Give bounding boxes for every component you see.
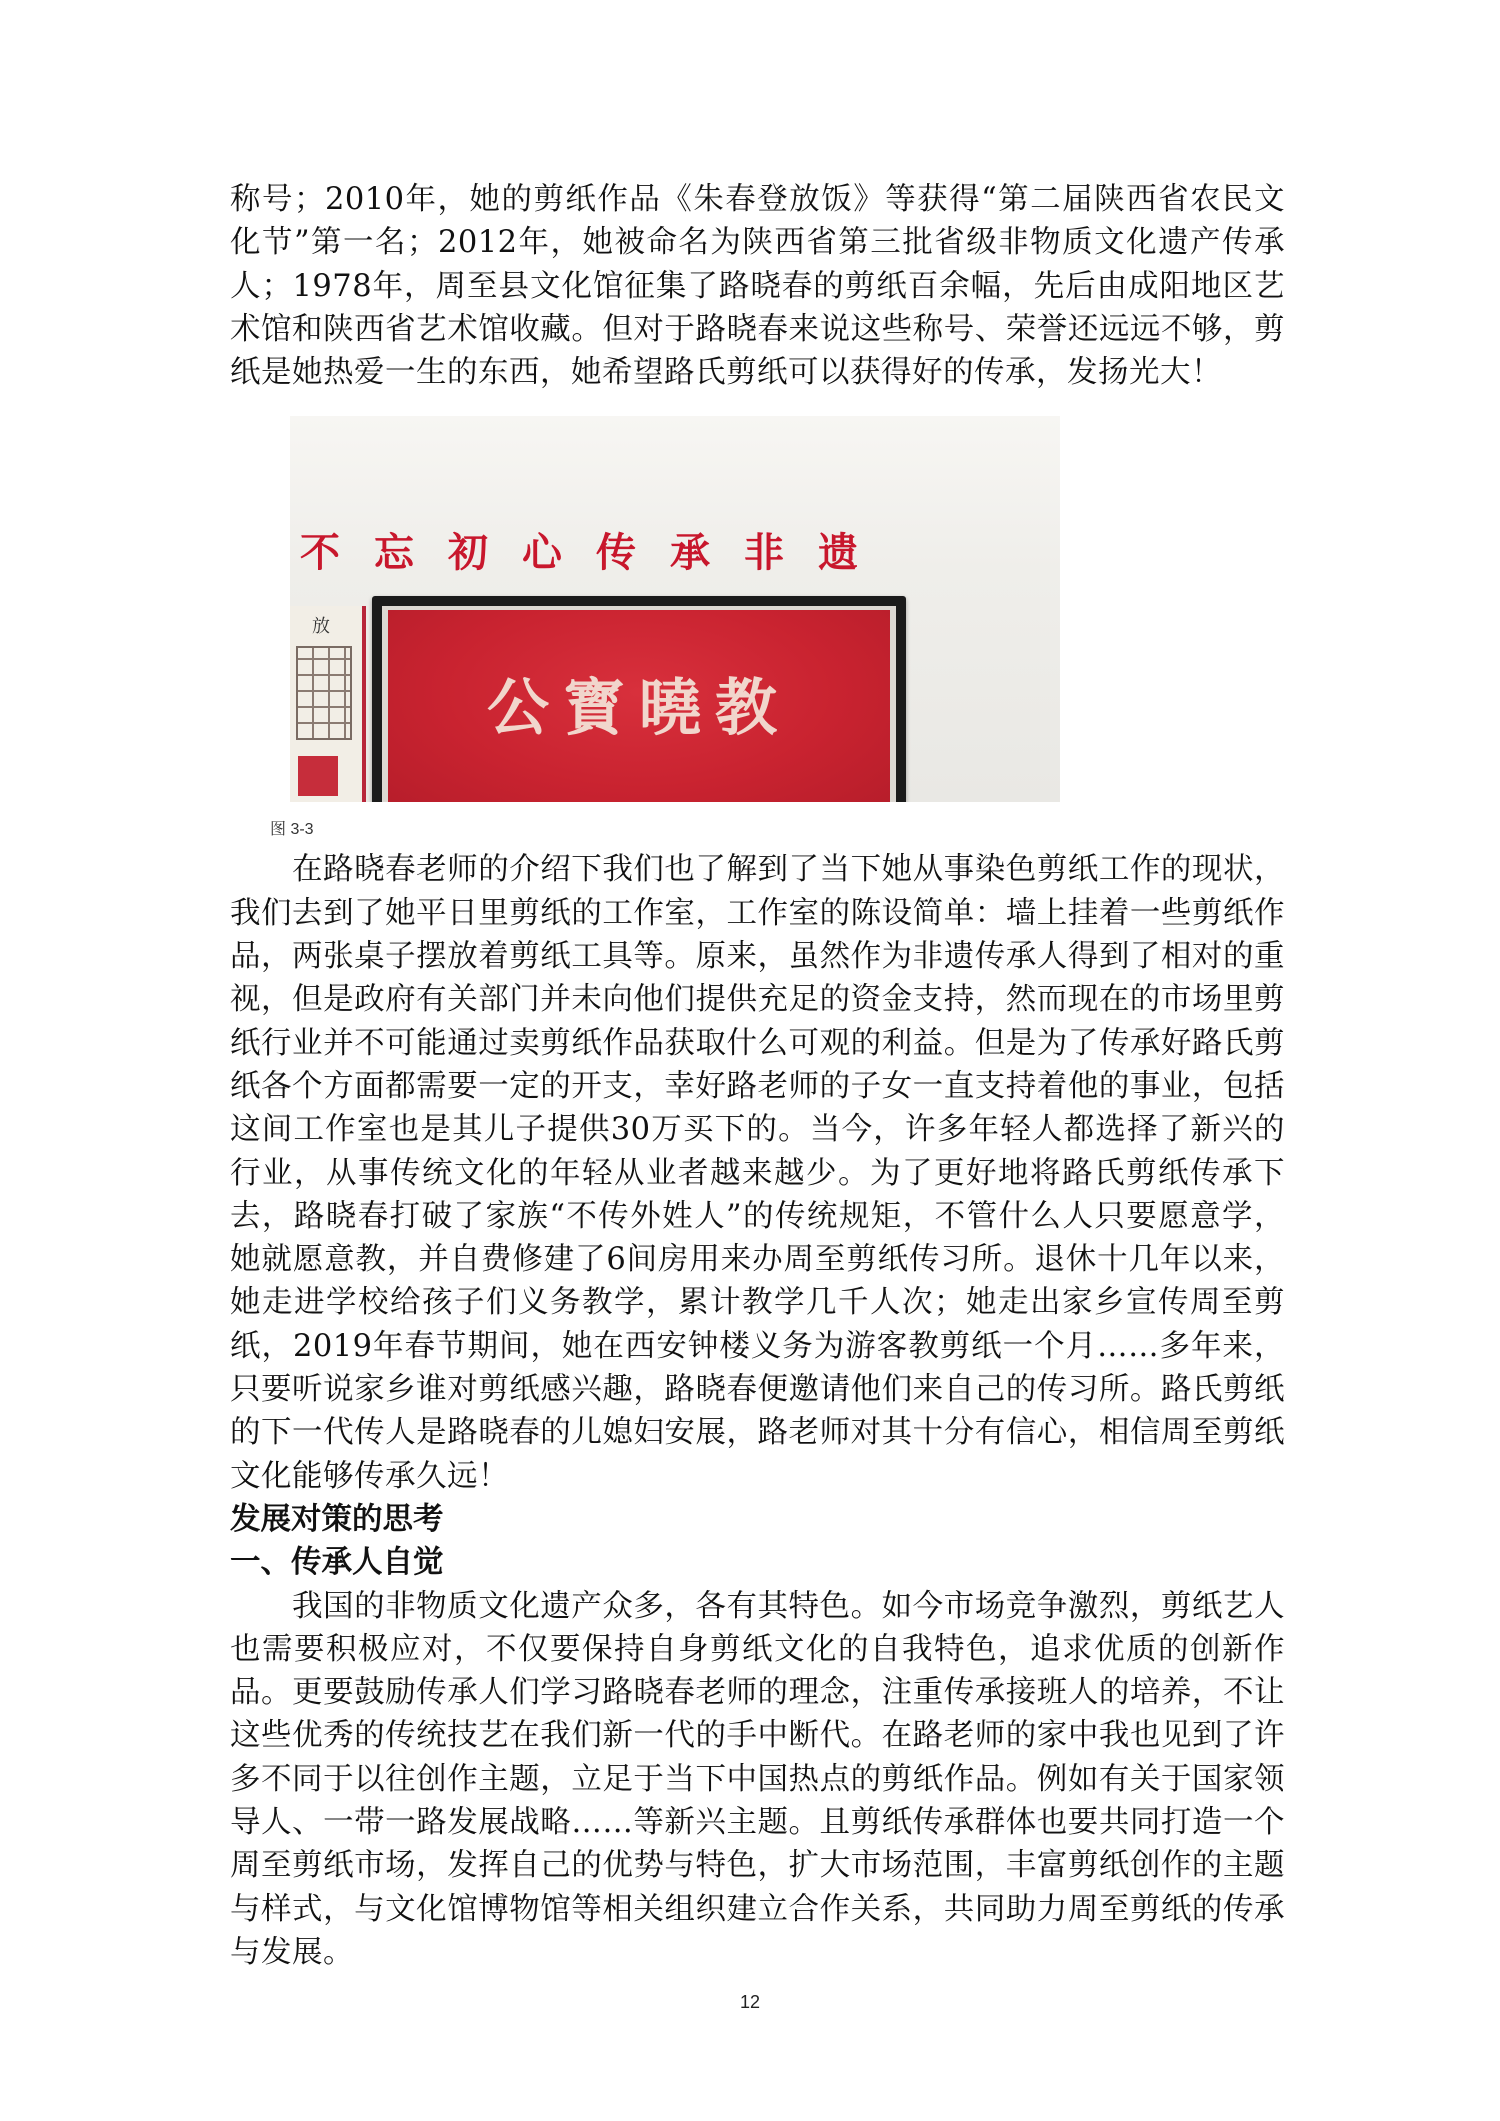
framed-papercut <box>372 596 906 802</box>
side-panel-glyph: 放 <box>312 616 330 638</box>
slogan-char: 传 <box>596 529 670 577</box>
red-paper-decoration <box>298 756 338 796</box>
red-papercut-board <box>388 610 890 802</box>
side-wall-panel <box>290 606 366 802</box>
slogan-char: 遗 <box>818 529 892 577</box>
paragraph-3: 我国的非物质文化遗产众多，各有其特色。如今市场竞争激烈，剪纸艺人也需要积极应对，不仅要保持自身剪纸文化的自我特色，追求优质的创新作品。更要鼓励传承人们学习路晓春老师的理念，注重传承接班人的培养，不让这些优秀的传统技艺在我们新一代的手中断代。在路老师的家中我也见到了许多不同于以往创作主题，立足于当下中国热点的剪纸作品。例如有关于国家领导人、一带一路发展战略……等新兴主题。且剪纸传承群体也要共同打造一个周至剪纸市场，发挥自己的优势与特色，扩大市场范围，丰富剪纸创作的主题与样式，与文化馆博物馆等相关组织建立合作关系，共同助力周至剪纸的传承与发展。 <box>230 1588 1285 1970</box>
section-heading: 发展对策的思考 <box>230 1501 444 1537</box>
slogan-char: 承 <box>670 529 744 577</box>
figure-caption: 图 3-3 <box>270 821 314 839</box>
paragraph-2: 在路晓春老师的介绍下我们也了解到了当下她从事染色剪纸工作的现状，我们去到了她平日里剪纸的工作室，工作室的陈设简单：墙上挂着一些剪纸作品，两张桌子摆放着剪纸工具等。原来，虽然作为非遗传承人得到了相对的重视，但是政府有关部门并未向他们提供充足的资金支持，然而现在的市场里剪纸行业并不可能通过卖剪纸作品获取什么可观的利益。但是为了传承好路氏剪纸各个方面都需要一定的开支，幸好路老师的子女一直支持着他的事业，包括这间工作室也是其儿子提供30万买下的。当今，许多年轻人都选择了新兴的行业，从事传统文化的年轻从业者越来越少。为了更好地将路氏剪纸传承下去，路晓春打破了家族“不传外姓人”的传统规矩，不管什么人只要愿意学，她就愿意教，并自费修建了6间房用来办周至剪纸传习所。退休十几年以来，她走进学校给孩子们义务教学，累计教学几千人次；她走出家乡宣传周至剪纸，2019年春节期间，她在西安钟楼义务为游客教剪纸一个月……多年来，只要听说家乡谁对剪纸感兴趣，路晓春便邀请他们来自己的传习所。路氏剪纸的下一代传人是路晓春的儿媳妇安展，路老师对其十分有信心，相信周至剪纸文化能够传承久远！ <box>230 852 1285 1494</box>
lattice-decoration <box>296 646 352 740</box>
slogan-char: 忘 <box>374 529 448 577</box>
page-number: 12 <box>739 1992 761 2012</box>
wall-slogan <box>300 521 990 577</box>
papercut-characters: 公寳曉教 <box>486 671 791 745</box>
slogan-char: 初 <box>448 529 522 577</box>
subsection-heading: 一、传承人自觉 <box>230 1545 444 1581</box>
slogan-char: 非 <box>744 529 818 577</box>
paragraph-1: 称号；2010年，她的剪纸作品《朱春登放饭》等获得“第二届陕西省农民文化节”第一名；2012年，她被命名为陕西省第三批省级非物质文化遗产传承人；1978年，周至县文化馆征集了路晓春的剪纸百余幅，先后由成阳地区艺术馆和陕西省艺术馆收藏。但对于路晓春来说这些称号、荣誉还远远不够，剪纸是她热爱一生的东西，她希望路氏剪纸可以获得好的传承，发扬光大！ <box>230 182 1285 391</box>
figure-photo <box>290 416 1060 802</box>
document-page <box>230 178 1285 1974</box>
slogan-char: 心 <box>522 529 596 577</box>
slogan-char: 不 <box>300 529 374 577</box>
